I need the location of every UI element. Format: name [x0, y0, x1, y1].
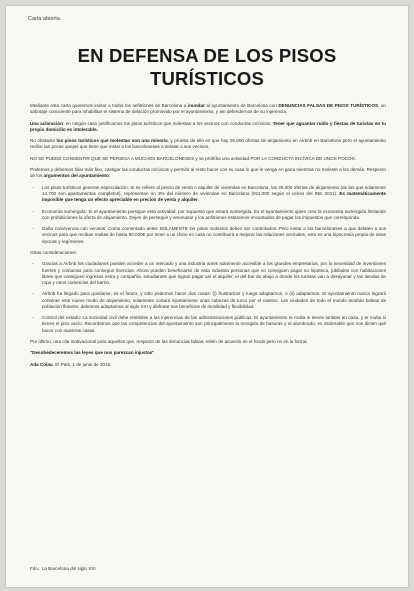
argument-text: Daña convivencia con vecinos: Como comentado antes SOLAMENTE los pisos molestos deben ser controlados. Pero instar a los barceloneses a que delaten a sus vecinos para que reciban multas de hasta 90.000€ por tener a un chino en casa no contribuirá a mejorar las relaciones vecinales, esto es una hipocresía propia de otras épocas y regímenes.	[42, 226, 386, 244]
minoria-bold: los pisos turísticos que molestan son una minoría	[56, 138, 168, 144]
intro-text-a: Mediante esta carta queremos invitar a todos los anfitriones de Barcelona a	[30, 103, 188, 108]
list-bullet: -	[32, 184, 34, 190]
quote	[30, 350, 386, 356]
intro-text-e: , un sabotaje conociente para inhabilitar el sistema de delación promovido por el ayuntamiento, y así defendernos de su injerencia.	[30, 103, 386, 115]
list-item	[30, 209, 386, 221]
list-item	[30, 261, 386, 286]
list-bullet: -	[32, 208, 34, 214]
argumentos-bold: argumentos del ayuntamiento	[43, 173, 109, 179]
argument-end: .	[197, 197, 200, 203]
intro-paragraph	[30, 103, 386, 115]
argumentos-text-a: Podemos y debemos hilar más fino, castigar las conductas incívicas y permitir al resto hacer con su casa lo que le venga en gana mientras no moleste a los demás. Respecto de los	[30, 167, 386, 179]
intro-text-c: al ayuntamiento de Barcelona con	[204, 103, 279, 108]
title-line-1: EN DEFENSA DE LOS PISOS	[77, 45, 337, 66]
document-type-label: Carta abierta	[28, 16, 60, 22]
aclaracion-label: Una aclaración	[30, 120, 63, 126]
attribution-name: Ada Colau	[30, 361, 53, 367]
intro-bold-inundar: inundar	[187, 103, 205, 108]
list-item	[30, 226, 386, 245]
argument-text: Economía sumergida: Si el ayuntamiento persigue esta actividad, por supuesto que estará sumergida. Es el ayuntamiento quien crea la economía sumergida limitando con prohibiciones la oferta de alojamiento. Dejen de perseguir y amenazar y los anfitriones estaremos encantados de pagar los impuestos que corresponda.	[42, 208, 386, 220]
argument-bold: Es matemáticamente imposible que tenga un efecto apreciable en precios de venta y alquiler	[42, 190, 386, 203]
aclaracion-bold: Tener que aguantar ruido y fiestas de turistas en tu propio domicilio es intolerable.	[30, 120, 386, 132]
minoria-paragraph	[30, 138, 386, 150]
attribution-source: , El País, 1 de junio de 2015.	[52, 361, 112, 367]
signature-footer: Fdo.: La Barcelona del siglo XXI	[30, 566, 96, 571]
page-title	[6, 44, 408, 90]
argumentos-text-c: :	[108, 173, 111, 179]
intro-bold-denuncias: DENUNCIAS FALSAS DE PISOS TURÍSTICOS	[278, 103, 379, 108]
argumentos-paragraph	[30, 167, 386, 179]
list-bullet: -	[32, 315, 34, 321]
aclaracion-paragraph	[30, 121, 386, 133]
list-bullet: -	[32, 261, 34, 267]
consideraciones-label: Otras consideraciones:	[30, 249, 77, 255]
minoria-text-c: , y prueba de ello es que hay 26.000 ofertas de alojamiento en Airbnb en Barcelona pero el ayuntamiento recibe tan pocas quejas que tiene que instar a los barceloneses a delatar a sus vecinos.	[30, 138, 386, 150]
list-bullet: -	[32, 291, 34, 297]
aclaracion-text: : en ningún caso justificamos los pisos turísticos que molestan a los vecinos con conductas incívicas.	[62, 120, 273, 126]
quote-text: "Desobedeceremos las leyes que nos parezcan injustas"	[30, 350, 155, 356]
letter-body	[30, 103, 386, 373]
consideracion-text: Control del estado: La sociedad civil debe resistirse a las injerencias de las administraciones públicas. El ayuntamiento te multa si tienes turistas en casa, y te multa si tienes el piso vacío. Recordemos que las competencias del ayuntamiento son principalmente la recogida de basuras y el alumbrado, es intolerable que nos dicten qué hacer con nuestras casas.	[42, 315, 386, 333]
minoria-text-a: No obstante	[30, 138, 57, 144]
list-item	[30, 185, 386, 204]
list-item	[30, 315, 386, 334]
consideracion-text: Gracias a Airbnb los ciudadanos pueden acceder a un mercado y una industria antes solamente accesible a los grandes empresarios, por la necesidad de inversiones fuertes y contactos para conseguir licencias. Ahora pueden beneficiarse de esta industria personas que no consiguen pagar su hipoteca, jubilados con habitaciones libres que consiguen ingresos extra y compañía, estudiantes que logran pagar así el alquiler, el del bar de abajo a donde los turistas van a desayunar y las tiendas de ropa y otros comercios del barrio.	[42, 261, 386, 285]
argument-text: Los pisos turísticos generan especulación: Si se refiere al precio de venta o alquiler de viviendas en Barcelona, las 26.000 ofertas de alojamiento (de las que solamente 14.700 son apartamentos completos), representan un 3% del número de viviendas en Barcelona (811.000 según el censo del INE 2011).	[42, 184, 386, 196]
closing-paragraph: Por último, una cita motivacional para aquellos que, respecto de las denuncias falsas, estén de acuerdo en el fondo pero no en la forma:	[30, 338, 308, 344]
quote-attribution	[30, 362, 386, 368]
caps-paragraph: NO SE PUEDE CONSENTIR QUE SE PERSIGA A MUCHOS BARCELONESES y se prohíba una actividad POR LA CONDUCTA INCÍVICA DE UNOS POCOS.	[30, 155, 356, 161]
list-item	[30, 291, 386, 310]
document-page	[6, 6, 408, 587]
consideracion-text: Airbnb ha llegado para quedarse, es el futuro, y sólo podemos hacer dos cosas: (i) frustrarnos y luego adaptarnos, o (ii) adaptarnos. El ayuntamiento nunca logrará contener este nuevo modo de alojamiento, solamente cortará injustamente unas cabezas de turco por el camino. Las ciudades de todo el mundo tendrán bolsas de población flotante, debemos adaptarnos al siglo XXI y disfrutar sus beneficios de movilidad y flexibilidad.	[42, 291, 386, 309]
list-bullet: -	[32, 226, 34, 232]
title-line-2: TURÍSTICOS	[149, 68, 265, 89]
